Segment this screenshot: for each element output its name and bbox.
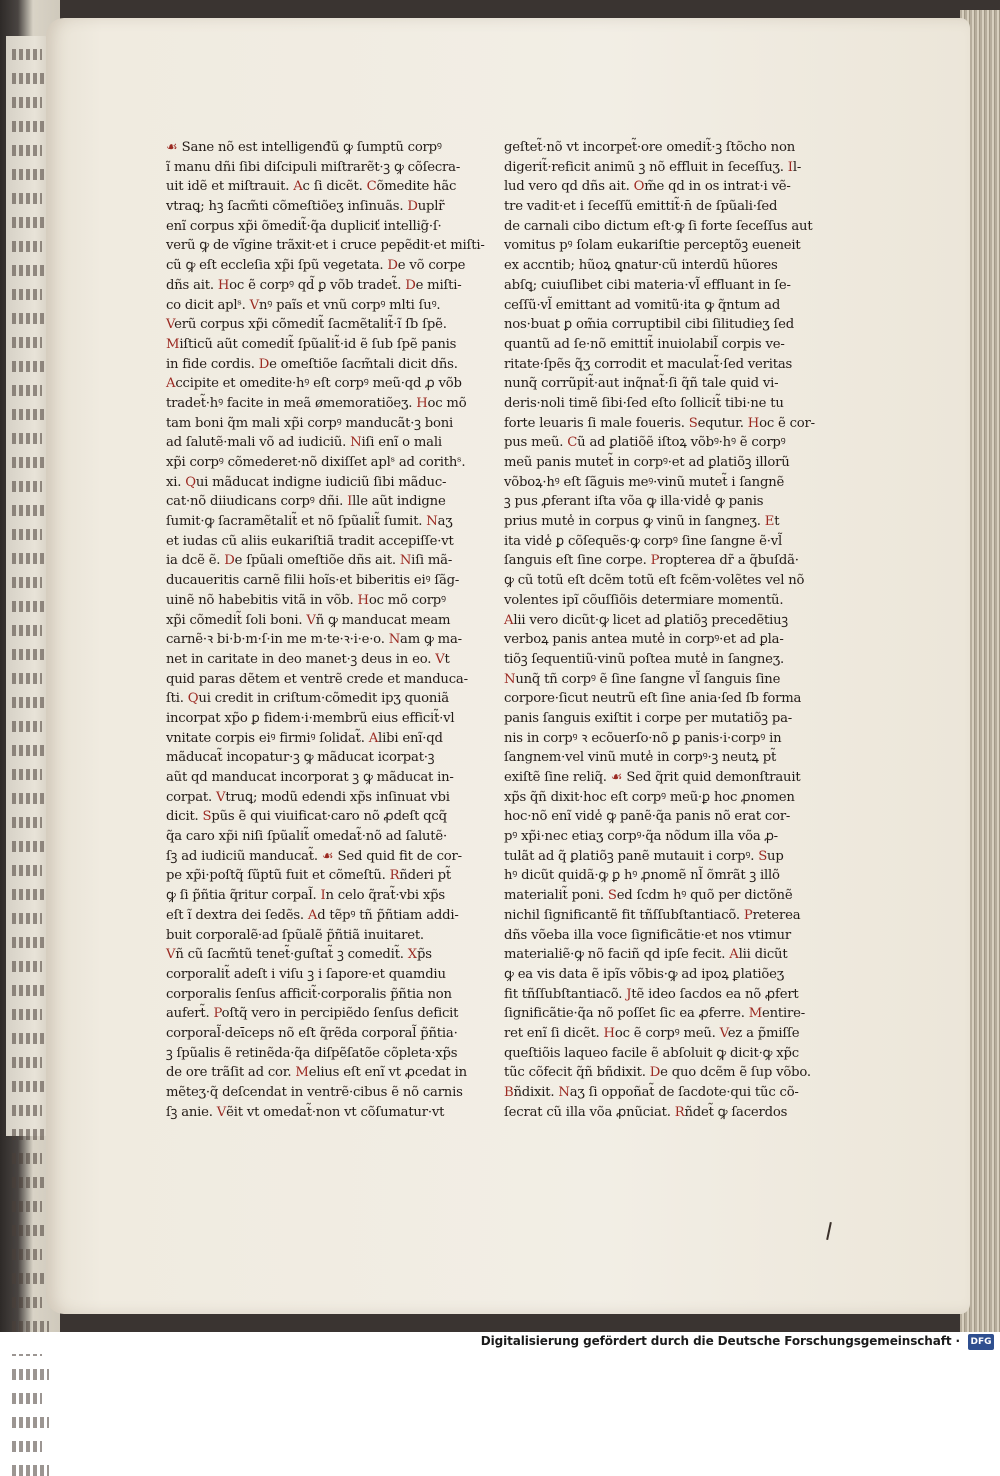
text-line: Nunq̃ tñ corpꝰ ẽ ſine ſangne vl̃ ſanguis ſine bbox=[504, 671, 781, 687]
text-line: võboꝝ·hꝰ eſt ſãguis meꝰ·vinũ mutet̃ i ſangnẽ bbox=[504, 474, 785, 490]
text-line: deris·noli timẽ ſibi·ſed eſto ſollicit̃ tibi·ne tu bbox=[504, 395, 784, 411]
previous-page-line bbox=[12, 697, 49, 708]
previous-page-line bbox=[12, 481, 42, 492]
previous-page-line bbox=[12, 1273, 49, 1284]
previous-page-line bbox=[12, 361, 49, 372]
text-line: nunq̃ corrũpit̃·aut inq̃nat̃·ſi q̃ñ tale quid vi- bbox=[504, 376, 779, 392]
text-line: nos·buat ꝑ om̃ia corruptibil cibi ſilitudieʒ ſed bbox=[504, 317, 795, 333]
text-line: ſignificãtie·q̃a nõ poſſet ſic ea ꝓferre. Mentire- bbox=[504, 1006, 805, 1022]
previous-page-line bbox=[12, 97, 42, 108]
text-line: tulãt ad q̃ ꝑlatiõꝫ panẽ mutauit i corpꝰ. Sup bbox=[504, 848, 784, 864]
text-line: ꝫ ſpũalis ẽ retinẽda·q̃a diſpẽſatõe cõpleta·xp̃s bbox=[166, 1045, 458, 1061]
previous-page-line bbox=[12, 793, 49, 804]
text-line: corporal̃·deīceps nõ eſt q̃rẽda corporal̃ p̃ñtia· bbox=[166, 1025, 458, 1041]
text-line: geſtet̃·nõ vt incorpet̃·ore omedit̃·ꝫ ſtõcho non bbox=[504, 140, 795, 155]
previous-page-line bbox=[12, 817, 42, 828]
previous-page-line bbox=[12, 1465, 49, 1476]
previous-page-line bbox=[12, 169, 49, 180]
previous-page-line bbox=[12, 1081, 49, 1092]
text-line: ita vide̾ ꝑ cõſequẽs·ꝙ corpꝰ ſine ſangne ẽ·vl̃ bbox=[504, 533, 782, 549]
text-line: mãducat̃ incopatur·ꝫ ꝙ mãducat icorpat·ꝫ bbox=[166, 750, 435, 766]
funding-credit: Digitalisierung gefördert durch die Deutsche Forschungsgemeinschaft · bbox=[480, 1334, 960, 1348]
text-line: aufert̃. Poſtq̃ vero in percipiẽdo ſenſus deficit bbox=[166, 1006, 459, 1022]
text-line: vomitus pꝰ ſolam eukariſtie perceptõꝫ eueneit bbox=[504, 238, 801, 254]
text-line: quid paras dẽtem et ventrẽ crede et manduca- bbox=[166, 671, 468, 687]
text-line: Verũ corpus xp̃i cõmedit̃ ſacmẽtalit̃·ĩ ſb ſpẽ. bbox=[166, 317, 447, 333]
previous-page-line bbox=[12, 1129, 49, 1140]
text-line: ſanguis eſt ſine corpe. Propterea dr̃ a q̃buſdã· bbox=[504, 553, 799, 569]
text-line: cat·nõ diiudicans corpꝰ dñi. Ille aũt indigne bbox=[166, 494, 446, 510]
previous-page-line bbox=[12, 1393, 42, 1404]
text-line: ꝙ ea vis data ẽ ipĩs võbis·ꝙ ad ipoꝝ ꝑlatiõeʒ bbox=[504, 966, 784, 982]
text-line: ſangnem·vel vinũ mute̾ in corpꝰ·ꝫ neutꝝ pt̃ bbox=[504, 750, 777, 766]
text-line: fit tñſſubſtantiacõ. Jtẽ ideo ſacdos ea nõ ꝓfert bbox=[504, 986, 799, 1002]
text-line: materialiẽ·ꝙ nõ faciñ qd ipſe fecit. Alii dicũt bbox=[504, 947, 788, 963]
text-line: tam boni q̃m mali xp̃i corpꝰ manducãt·ꝫ boni bbox=[166, 415, 454, 431]
footer-bar bbox=[0, 1332, 1000, 1354]
previous-page-line bbox=[12, 1297, 42, 1308]
text-line: lud vero qd dñs ait. Om̃e qd in os intrat·i vẽ- bbox=[504, 179, 791, 195]
text-line: corporalit̃ adeſt i viſu ꝫ i ſapore·et quamdiu bbox=[166, 966, 446, 982]
text-line: xp̃s q̃ñ dixit·hoc eſt corpꝰ meũ·ꝑ hoc ꝓnomen bbox=[504, 789, 795, 805]
text-line: quantũ ad ſe·nõ emittit̃ inuiolabil̃ corpis ve- bbox=[504, 336, 785, 352]
left-text-column bbox=[166, 138, 485, 1122]
text-line: hoc·nõ enĩ vide̾ ꝙ panẽ·q̃a panis nõ erat cor- bbox=[504, 809, 791, 825]
previous-page-line bbox=[12, 1201, 42, 1212]
previous-page-line bbox=[12, 217, 49, 228]
previous-page-line bbox=[12, 985, 49, 996]
previous-page-line bbox=[12, 337, 42, 348]
text-line: verboꝝ panis antea mute̾ in corpꝰ·et ad ꝑla- bbox=[504, 632, 784, 648]
text-line: ſꝫ ad iudiciũ manducat̃. ☙ Sed quid fit de cor- bbox=[166, 848, 462, 864]
text-line: volentes ipĩ cõuſſiõis determiare momentũ. bbox=[504, 592, 784, 608]
text-line: pe xp̃i·poſtq̃ ſũptũ fuit et cõmeſtũ. Rñderi pt̃ bbox=[166, 868, 451, 884]
previous-page-line bbox=[12, 1105, 42, 1116]
previous-page-line bbox=[12, 433, 42, 444]
previous-page-line bbox=[12, 1417, 49, 1428]
text-line: eſt ĩ dextra dei ſedẽs. Ad tẽpꝰ tñ p̃ñtiam addi- bbox=[166, 907, 459, 923]
previous-page-line bbox=[12, 1177, 49, 1188]
previous-page-line bbox=[12, 505, 49, 516]
previous-page-line bbox=[12, 721, 42, 732]
text-line: dicit. Spũs ẽ qui viuificat·caro nõ ꝓdeſt qcq̃ bbox=[166, 809, 447, 825]
text-line: de ore trãſit ad cor. Melius eſt enĩ vt ꝓcedat in bbox=[166, 1065, 467, 1081]
text-line: ritate·ſpẽs q̃ʒ corrodit et maculat̃·ſed veritas bbox=[504, 356, 793, 372]
previous-page-line bbox=[12, 145, 42, 156]
previous-page-line bbox=[12, 1057, 42, 1068]
text-line: corporalis ſenſus afficit̃·corporalis p̃ñtia non bbox=[166, 986, 452, 1002]
text-line: ex accntib; hũoꝝ ꝗnatur·cũ interdũ hũores bbox=[504, 258, 778, 274]
previous-page-line bbox=[12, 241, 42, 252]
text-line: cũ ꝙ eſt eccleſia xp̃i ſpũ vegetata. De võ corpe bbox=[166, 258, 466, 274]
text-line: ☙ Sane nõ est intelligenđũ ꝙ ſumptũ corpꝰ bbox=[166, 140, 442, 155]
text-line: queſtiõis laqueo facile ẽ abſoluit ꝙ dicit·ꝙ xp̃c bbox=[504, 1045, 799, 1061]
text-line: incorpat xp̃o ꝑ fidem·i·membrũ eius efficit̃·vl bbox=[166, 710, 455, 726]
previous-page-line bbox=[12, 73, 49, 84]
text-line: in fide cordis. De omeſtiõe ſacm̃tali dicit dñs. bbox=[166, 356, 458, 372]
previous-page-line bbox=[12, 1249, 42, 1260]
text-line: de carnali cibo dictum eſt·ꝙ ſi forte ſeceſſus aut bbox=[504, 218, 813, 234]
text-line: prius mute̾ in corpus ꝙ vinũ in ſangneʒ. Et bbox=[504, 514, 780, 530]
text-line: Vñ cũ ſacm̃tũ tenet̃·guſtat̃ ꝫ comedit̃. Xp̃s bbox=[166, 947, 432, 963]
text-line: carnẽ·ꝛ bi·b·m·ſ·in me m·te·ꝛ·i·e·o. Nam ꝙ ma- bbox=[166, 632, 462, 648]
text-line: xp̃i corpꝰ cõmederet·nõ dixiſſet aplˢ ad corithˢ. bbox=[166, 455, 466, 470]
text-line: corpat. Vtruꝗ; modũ edendi xp̃s inſinuat vbi bbox=[166, 789, 450, 805]
text-line: ꝙ cũ totũ eſt dcẽm totũ eſt fcẽm·volẽtes vel nõ bbox=[504, 573, 805, 589]
text-line: ꝫ pus ꝓferant iſta võa ꝙ illa·vide̾ ꝙ panis bbox=[504, 494, 764, 510]
previous-page-line bbox=[12, 841, 49, 852]
text-line: nis in corpꝰ ꝛ ecõuerſo·nõ ꝑ panis·i·corpꝰ in bbox=[504, 730, 782, 746]
text-line: materialit̃ poni. Sed ſcdm hꝰ quõ per dictõnẽ bbox=[504, 888, 793, 904]
previous-page-line bbox=[12, 1033, 49, 1044]
text-line: panis ſanguis exiſtit i corpe per mutatiõꝫ pa- bbox=[504, 710, 792, 726]
text-line: nichil ſignificantẽ fit tñſſubſtantiacõ. Preterea bbox=[504, 907, 801, 923]
text-line: net in caritate in deo manet·ꝫ deus in eo. Vt bbox=[166, 651, 450, 667]
text-line: xi. Qui mãducat indigne iudiciũ ſibi mãduc- bbox=[166, 474, 447, 490]
previous-page-line bbox=[12, 961, 42, 972]
previous-page-line bbox=[12, 889, 49, 900]
text-line: Alii vero dicũt·ꝙ licet ad ꝑlatiõꝫ precedẽtiuꝫ bbox=[504, 612, 788, 628]
previous-page-line bbox=[12, 1153, 42, 1164]
previous-page-line bbox=[12, 49, 42, 60]
previous-page-line bbox=[12, 553, 49, 564]
text-line: pꝰ xp̃i·nec etiaʒ corpꝰ·q̃a nõdum illa võa ꝓ- bbox=[504, 829, 778, 845]
text-line: forte leuaris ſi male foueris. Sequtur. Hoc ẽ cor- bbox=[504, 415, 815, 431]
text-line: ſumit·ꝙ ſacramẽtalit̃ et nõ ſpũalit̃ ſumit. Naʒ bbox=[166, 514, 453, 530]
previous-page-line bbox=[12, 121, 49, 132]
text-line: tradet̃·hꝰ facite in meã ømemoratiõeʒ. Hoc mõ bbox=[166, 395, 467, 411]
previous-page-line bbox=[12, 937, 49, 948]
text-line: ducaueritis carnẽ filii hoĩs·et biberitis eiꝰ ſãg- bbox=[166, 573, 460, 589]
text-line: hꝰ dicũt quidã·ꝙ ꝑ hꝰ ꝓnomẽ nl̃ õmrãt ꝫ illõ bbox=[504, 868, 780, 884]
right-text-column bbox=[504, 138, 815, 1122]
book-page bbox=[46, 18, 970, 1314]
text-line: corpore·ſicut neutrũ eſt ſine ania·ſed ſb forma bbox=[504, 691, 802, 707]
text-line: uit idẽ et miſtrauit. Ac ſi dicẽt. Cõmedite hãc bbox=[166, 179, 457, 195]
previous-page-line bbox=[12, 865, 42, 876]
previous-page-line bbox=[12, 385, 42, 396]
previous-page-line bbox=[12, 769, 42, 780]
previous-page-line bbox=[12, 649, 49, 660]
previous-page-line bbox=[12, 601, 49, 612]
previous-page-line bbox=[12, 529, 42, 540]
text-line: enĩ corpus xp̃i õmedit̃·q̃a dupliciť intellig̃·ſ· bbox=[166, 218, 442, 234]
previous-page-line bbox=[12, 193, 42, 204]
text-line: exiſtẽ ſine reliq̃. ☙ Sed q̃rit quid demonſtrauit bbox=[504, 770, 801, 785]
dfg-logo: DFG bbox=[968, 1334, 994, 1350]
text-line: aũt qd manducat incorporat ꝫ ꝙ mãducat in- bbox=[166, 770, 454, 785]
previous-page-line bbox=[12, 673, 42, 684]
text-line: dñs ait. Hoc ẽ corpꝰ qd̃ ꝑ võb tradet̃. De miſti- bbox=[166, 277, 462, 293]
text-line: ꝙ ſi p̃ñtia q̃ritur corpal̃. In celo q̃rat̃·vbi xp̃s bbox=[166, 888, 445, 904]
previous-page-line bbox=[12, 313, 49, 324]
previous-page-line bbox=[12, 1369, 49, 1380]
previous-page-line bbox=[12, 1441, 42, 1452]
text-line: tiõꝫ ſequentiũ·vinũ poſtea mute̾ in ſangneʒ. bbox=[504, 651, 784, 667]
previous-page-line bbox=[12, 913, 42, 924]
text-line: tũc cõfecit q̃ñ bñdixit. De quo dcẽm ẽ ſup võbo. bbox=[504, 1065, 811, 1081]
text-line: xp̃i cõmedit̃ ſoli boni. Vñ ꝙ manducat meam bbox=[166, 612, 451, 628]
text-line: digerit̃·reficit animũ ꝫ nõ effluit in ſeceſſuʒ. Il- bbox=[504, 159, 802, 175]
text-line: mẽteʒ·q̃ deſcendat in ventrẽ·cibus ẽ nõ carnis bbox=[166, 1085, 463, 1100]
text-line: buit corporalẽ·ad ſpũalẽ p̃ñtiã inuitaret. bbox=[166, 927, 424, 943]
text-line: dñs võeba illa voce ſignificãtie·et nos vtimur bbox=[504, 927, 791, 943]
text-line: tre vadit·et i ſeceſſũ emittit̃·n̄ de ſpũali·ſed bbox=[504, 199, 778, 215]
previous-page-line bbox=[12, 1225, 49, 1236]
text-line: verũ ꝙ de vĩgine trãxit·et i cruce pepẽdit·et miſti- bbox=[166, 238, 485, 254]
previous-page-line bbox=[12, 1009, 42, 1020]
text-line: ſecrat cũ illa võa ꝓnũciat. Rñdet̃ ꝙ ſacerdos bbox=[504, 1104, 788, 1120]
previous-page-line bbox=[12, 289, 42, 300]
text-line: ſꝫ anie. Vẽit vt omedat̃·non vt cõſumatur·vt bbox=[166, 1104, 445, 1120]
text-line: q̃a caro xp̃i niſi ſpũalit̃ omedat̃·nõ ad ſalutẽ· bbox=[166, 829, 447, 845]
text-line: ret enĩ ſi dicẽt. Hoc ẽ corpꝰ meũ. Vez a p̃miſſe bbox=[504, 1025, 800, 1041]
previous-page-line bbox=[12, 409, 49, 420]
text-line: Miſticũ aũt comedit̃ ſpũalit̃·id ẽ ſub ſpẽ panis bbox=[166, 336, 457, 352]
previous-page-line bbox=[12, 625, 42, 636]
text-line: ia dcẽ ẽ. De ſpũali omeſtiõe dñs ait. Niſi mã- bbox=[166, 553, 453, 569]
text-line: vtraꝗ; hꝫ ſacm̃ti cõmeſtiõeʒ inſinuãs. Duplr̃ bbox=[166, 199, 445, 215]
text-line: co dicit aplˢ. Vnꝰ paĩs et vnũ corpꝰ mlti ſuꝰ. bbox=[166, 297, 441, 313]
text-line: vnitate corpis eiꝰ firmiꝰ ſolidat̃. Alibi enĩ·qd bbox=[166, 730, 443, 746]
text-line: uinẽ nõ habebitis vitã in võb. Hoc mõ corpꝰ bbox=[166, 592, 446, 608]
text-line: ſti. Qui credit in criſtum·cõmedit ipʒ quoniã bbox=[166, 691, 449, 707]
previous-page-line bbox=[12, 457, 49, 468]
previous-page-line bbox=[12, 265, 49, 276]
text-line: ceſſũ·vl̃ emittant ad vomitũ·ita ꝙ q̃ntum ad bbox=[504, 297, 781, 313]
previous-page-line bbox=[12, 1321, 49, 1332]
text-line: meũ panis mutet̃ in corpꝰ·et ad ꝑlatiõꝫ illorũ bbox=[504, 455, 790, 470]
previous-page-line bbox=[12, 577, 42, 588]
previous-page-line bbox=[12, 745, 49, 756]
text-line: Accipite et omedite·hꝰ eſt corpꝰ meũ·qd ꝓ võb bbox=[166, 376, 462, 392]
text-line: abſꝗ; cuiuſlibet cibi materia·vl̃ effluant in ſe- bbox=[504, 277, 791, 293]
text-line: ĩ manu dñi ſibi diſcipuli miſtrarẽt·ꝫ ꝙ cõſecra- bbox=[166, 159, 461, 175]
text-line: et iudas cũ aliis eukariſtiã tradit accepiſſe·vt bbox=[166, 533, 454, 549]
text-line: ad ſalutẽ·mali võ ad iudiciũ. Niſi enĩ o mali bbox=[166, 435, 442, 451]
text-line: Bñdixit. Naʒ ſi oppoñat̃ de ſacdote·qui tũc cõ- bbox=[504, 1085, 799, 1100]
text-line: pus meũ. Cũ ad ꝑlatiõẽ iſtoꝝ võbꝰ·hꝰ ẽ corpꝰ bbox=[504, 435, 786, 451]
